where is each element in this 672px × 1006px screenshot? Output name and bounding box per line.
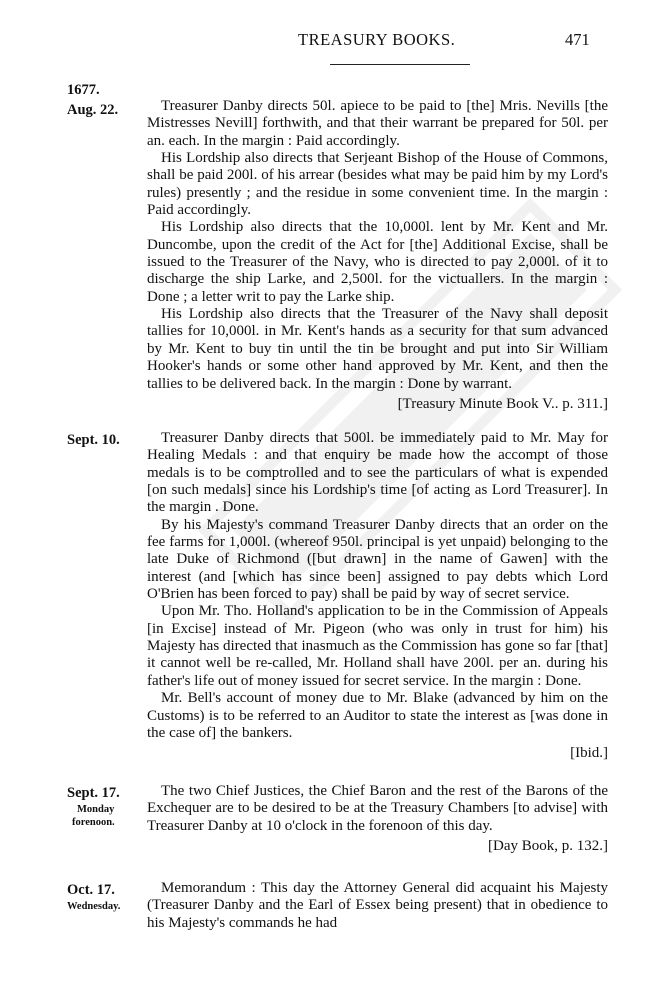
paragraph: His Lordship also directs that Serjeant Bishop of the House of Commons, shall be paid 200l. of his arrear (besides what may be paid him by my Lord's rules) presently ; and the residue in some convenient time. In the margin : Paid accordingly. (147, 150, 608, 219)
header-rule (330, 64, 470, 65)
paragraph: Mr. Bell's account of money due to Mr. Blake (advanced by him on the Customs) is to be referred to an Auditor to state the interest as [was done in the case of] the bankers. (147, 690, 608, 741)
entry-date-label: Aug. 22. (67, 102, 119, 118)
citation: [Treasury Minute Book V.. p. 311.] (397, 395, 608, 412)
entry-text (147, 430, 608, 762)
page-header (0, 30, 672, 54)
entry-date (67, 880, 142, 913)
entry-year: 1677. (67, 82, 100, 98)
page-number: 471 (565, 30, 590, 49)
paragraph: By his Majesty's command Treasurer Danby directs that an order on the fee farms for 1,000l. (whereof 950l. principal is yet unpaid) belonging to the late Duke of Richmond ([but drawn] in the name of Gawen] with the interest (and [which has since been] assigned to pay debts which Lord O'Brien has been forced to pay) shall be paid by way of secret service. (147, 516, 608, 603)
entry-date-label: Sept. 17. (67, 785, 120, 801)
entry-text (147, 880, 608, 932)
entry-date (67, 430, 142, 450)
citation: [Day Book, p. 132.] (488, 838, 608, 855)
entry-date-label: Oct. 17. (67, 882, 115, 898)
entry-date (67, 80, 142, 120)
running-title: TREASURY BOOKS. (298, 30, 456, 49)
entry-text (147, 98, 608, 413)
paragraph: Upon Mr. Tho. Holland's application to be in the Commission of Appeals [in Excise] instead of Mr. Pigeon (who was only in trust for him) his Majesty has directed that inasmuch as the Commission has gone so far [that] it cannot well be re-called, Mr. Holland shall have 200l. per an. during his father's life out of money issued for secret service. In the margin : Done. (147, 603, 608, 689)
entry-sub: forenoon. (72, 817, 115, 828)
paragraph: Treasurer Danby directs that 500l. be immediately paid to Mr. May for Healing Medals : and that enquiry be made how the accompt of those medals is to be comptrolled and to see the particulars of what is expended [on such medals] since his Lordship's time [of acting as Lord Treasurer]. In the margin . Done. (147, 430, 608, 516)
paragraph: His Lordship also directs that the 10,000l. lent by Mr. Kent and Mr. Duncombe, upon the credit of the Act for [the] Additional Excise, shall be issued to the Treasurer of the Navy, who is directed to pay 2,000l. of it to discharge the ship Larke, and 2,500l. for the victuallers. In the margin : Done ; a letter writ to pay the Larke ship. (147, 219, 608, 305)
entry-day: Wednesday. (67, 901, 121, 912)
entry-date (67, 783, 142, 829)
paragraph: The two Chief Justices, the Chief Baron and the rest of the Barons of the Exchequer are to be desired to be at the Treasury Chambers [to advise] with Treasurer Danby at 10 o'clock in the forenoon of this day. (147, 783, 608, 834)
entry-text (147, 783, 608, 855)
paragraph: His Lordship also directs that the Treasurer of the Navy shall deposit tallies for 10,000l. in Mr. Kent's hands as a security for that sum advanced by Mr. Kent to buy tin until the tin be brought and put into Sir William Hooker's hands or some other hand approved by Mr. Kent, and then the tallies to be delivered back. In the margin : Done by warrant. (147, 306, 608, 392)
citation: [Ibid.] (570, 745, 608, 762)
entry-date-label: Sept. 10. (67, 432, 120, 448)
paragraph: Memorandum : This day the Attorney General did acquaint his Majesty (Treasurer Danby and the Earl of Essex being present) that in obedience to his Majesty's commands he had (147, 880, 608, 931)
paragraph: Treasurer Danby directs 50l. apiece to be paid to [the] Mris. Nevills [the Mistresses Nevill] forthwith, and that their warrant be prepared for 50l. per an. each. In the margin : Paid accordingly. (147, 98, 608, 149)
entry-day: Monday (77, 804, 115, 815)
